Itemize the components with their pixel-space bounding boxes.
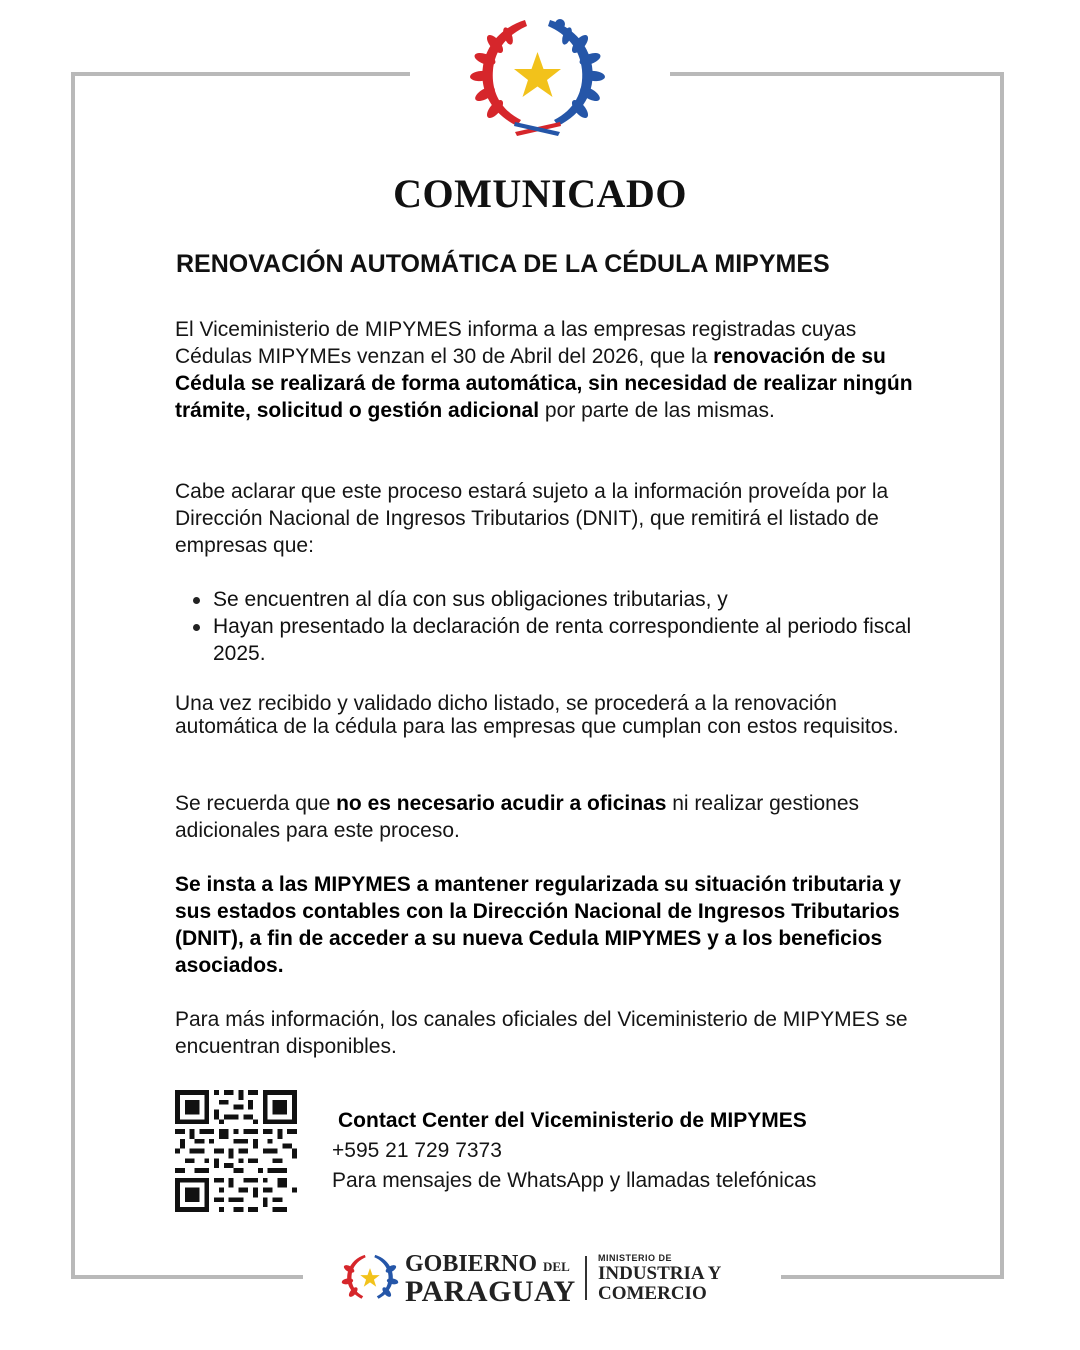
contact-note: Para mensajes de WhatsApp y llamadas telefónicas xyxy=(332,1169,817,1192)
gobierno-logo-text xyxy=(405,1252,576,1307)
del-word: DEL xyxy=(543,1259,570,1274)
reminder-text-end: ni realizar gestiones adicionales para este proceso. xyxy=(175,792,860,842)
contact-title: Contact Center del Viceministerio de MIPYMES xyxy=(338,1109,807,1132)
intro-bold-text: renovación de su Cédula se realizará de forma automática, sin necesidad de realizar ningún trámite, solicitud o gestión adicional xyxy=(175,345,913,422)
contact-block xyxy=(332,1106,816,1196)
paragraph-renewal: Una vez recibido y validado dicho listado, se procederá a la renovación automática de la cédula para las empresas que cumplan con estos requisitos. xyxy=(175,692,899,738)
requirements-list xyxy=(175,586,915,667)
paragraph-process: Cabe aclarar que este proceso estará sujeto a la información proveída por la Dirección Nacional de Ingresos Tributarios (DNIT), que remitirá el listado de empresas que: xyxy=(175,480,889,557)
page-subtitle: RENOVACIÓN AUTOMÁTICA DE LA CÉDULA MIPYMES xyxy=(176,250,830,278)
paragraph-intro xyxy=(175,316,935,424)
frame-top-left-line xyxy=(71,72,410,76)
paragraph-urge: Se insta a las MIPYMES a mantener regularizada su situación tributaria y sus estados contables con la Dirección Nacional de Ingresos Tributarios (DNIT), a fin de acceder a su nueva Cedula MIPYMES y a los beneficios asociados. xyxy=(175,873,901,977)
reminder-text-start: Se recuerda que xyxy=(175,792,337,815)
industria-text: INDUSTRIA Y xyxy=(598,1263,722,1284)
intro-text-end: por parte de las mismas. xyxy=(539,399,775,422)
qr-code-icon[interactable] xyxy=(175,1090,297,1212)
paraguay-word: PARAGUAY xyxy=(405,1275,576,1308)
list-item: Hayan presentado la declaración de renta correspondiente al periodo fiscal 2025. xyxy=(175,613,915,667)
frame-bottom-right-line xyxy=(781,1275,1004,1279)
contact-phone[interactable]: +595 21 729 7373 xyxy=(332,1139,502,1162)
page-title: COMUNICADO xyxy=(393,171,687,216)
ministerio-small-text: MINISTERIO DE xyxy=(598,1253,673,1263)
footer-divider xyxy=(585,1256,587,1300)
frame-left-line xyxy=(71,72,75,1279)
paraguay-emblem-icon xyxy=(465,14,610,138)
list-item: Se encuentren al día con sus obligaciones tributarias, y xyxy=(175,586,915,613)
intro-text-start: El Viceministerio de MIPYMES informa a las empresas registradas cuyas Cédulas MIPYMEs venzan el 30 de Abril del 2026, que la xyxy=(175,318,857,368)
frame-right-line xyxy=(1000,72,1004,1279)
frame-bottom-left-line xyxy=(71,1275,303,1279)
ministerio-logo-text xyxy=(598,1253,721,1304)
paragraph-reminder xyxy=(175,790,935,844)
gobierno-word: GOBIERNO xyxy=(405,1251,538,1277)
frame-top-right-line xyxy=(670,72,1004,76)
reminder-bold-text: no es necesario acudir a oficinas xyxy=(336,792,667,815)
footer-emblem-icon xyxy=(340,1252,400,1304)
comercio-text: COMERCIO xyxy=(598,1283,707,1304)
paragraph-more-info: Para más información, los canales oficiales del Viceministerio de MIPYMES se encuentran disponibles. xyxy=(175,1008,908,1058)
